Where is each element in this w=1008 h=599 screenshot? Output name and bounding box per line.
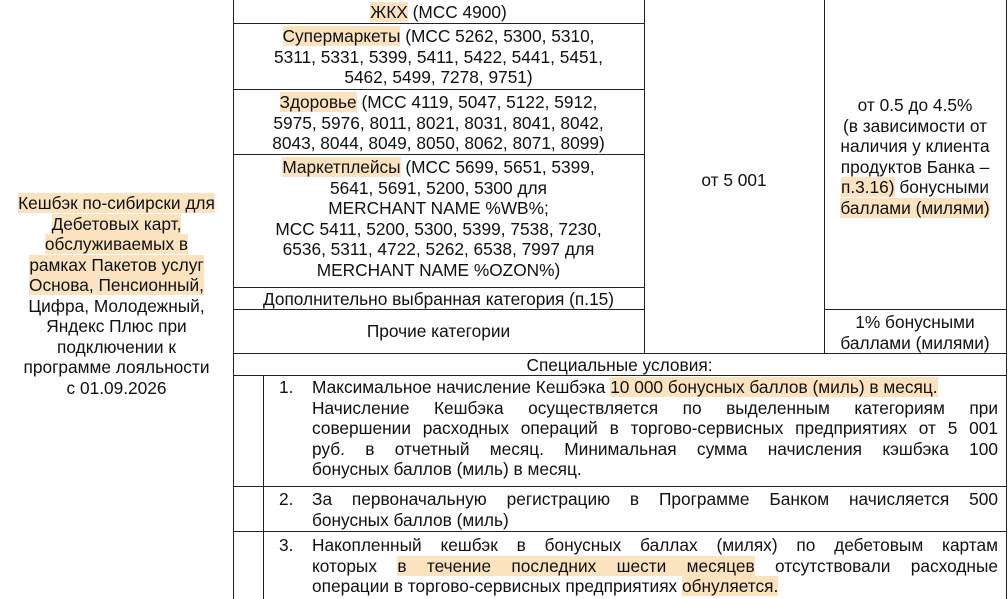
category-codes: (MCC 5699, 5651, 5399, bbox=[400, 157, 595, 177]
row-divider-marketplaces bbox=[233, 287, 644, 288]
condition-line: совершении расходных операций в торгово-сервисных предприятиях от 5 001 bbox=[312, 418, 998, 438]
rate-line: 1% бонусными bbox=[855, 312, 975, 332]
condition-number: 2. bbox=[279, 489, 294, 509]
category-name: ЖКХ bbox=[370, 2, 408, 22]
category-codes: 5641, 5691, 5200, 5300 для bbox=[330, 177, 547, 198]
table-border-num-col bbox=[263, 375, 264, 599]
special-conditions-title bbox=[233, 355, 1006, 376]
condition-line: За первоначальную регистрацию в Программе Банком начисляется 500 bbox=[312, 489, 998, 509]
row-divider-rate-other bbox=[824, 309, 1006, 310]
category-other-label: Прочие категории bbox=[366, 321, 511, 341]
category-supermarkets bbox=[233, 26, 644, 88]
amount-threshold-cell bbox=[644, 170, 824, 191]
program-name-line: с 01.09.2026 bbox=[66, 377, 167, 398]
row-divider-health bbox=[233, 154, 644, 155]
rate-line: (в зависимости от bbox=[842, 115, 988, 136]
condition-number: 3. bbox=[279, 535, 294, 555]
condition-line bbox=[312, 377, 998, 398]
category-name: Супермаркеты bbox=[282, 26, 401, 46]
program-name-line: рамках Пакетов услуг bbox=[29, 254, 204, 275]
row-divider-zhkh bbox=[233, 23, 644, 24]
amount-threshold: от 5 001 bbox=[701, 170, 767, 190]
condition-highlight: в течение последних шести месяцев bbox=[397, 555, 755, 576]
category-codes: 5975, 5976, 8011, 8021, 8031, 8041, 8042, bbox=[273, 112, 604, 133]
category-codes: (MCC 5262, 5300, 5310, bbox=[400, 26, 595, 46]
program-name-line: Яндекс Плюс при bbox=[46, 316, 187, 336]
condition-line: бонусных баллов (миль) в месяц. bbox=[312, 459, 582, 479]
condition-line bbox=[312, 556, 998, 577]
condition-line: бонусных баллов (миль) bbox=[312, 509, 509, 530]
condition-line-text: отсутствовали расходные bbox=[754, 555, 998, 576]
program-name-line: Дебетовых карт, bbox=[51, 213, 182, 234]
program-description-cell bbox=[0, 193, 233, 398]
category-codes: (MCC 4900) bbox=[407, 2, 507, 22]
category-marketplaces bbox=[233, 157, 644, 280]
category-name: Маркетплейсы bbox=[282, 157, 401, 177]
condition-line: Начисление Кешбэка осуществляется по выделенным категориям при bbox=[312, 397, 998, 418]
condition-line: Накопленный кешбэк в бонусных баллах (милях) по дебетовым картам bbox=[312, 535, 998, 555]
condition-text-3 bbox=[312, 535, 998, 597]
category-codes: 5462, 5499, 7278, 9751) bbox=[344, 67, 533, 87]
category-extra-label: Дополнительно выбранная категория (п.15) bbox=[262, 289, 615, 309]
category-other bbox=[233, 321, 644, 342]
category-codes: 5311, 5331, 5399, 5411, 5422, 5441, 5451, bbox=[274, 46, 603, 67]
condition-highlight: 10 000 бонусных баллов (миль) в месяц. bbox=[610, 377, 938, 397]
category-zhkh bbox=[233, 2, 644, 23]
condition-number: 1. bbox=[279, 377, 294, 397]
category-codes: MERCHANT NAME %WB%; bbox=[328, 198, 549, 218]
row-divider-supermarkets bbox=[233, 89, 644, 90]
category-codes: 8043, 8044, 8049, 8050, 8062, 8071, 8099) bbox=[272, 133, 605, 153]
program-name-line: подключении к bbox=[57, 336, 176, 357]
condition-line bbox=[312, 576, 998, 597]
rate-line: бонусными bbox=[894, 177, 989, 197]
program-name-line: программе лояльности bbox=[23, 357, 210, 377]
rate-line: продуктов Банка – bbox=[840, 156, 990, 177]
category-codes: MERCHANT NAME %OZON%) bbox=[316, 259, 561, 280]
condition-line-text: операции в торгово-сервисных предприятиях bbox=[312, 576, 682, 596]
special-conditions-heading: Специальные условия: bbox=[526, 355, 713, 375]
program-name-line: обслуживаемых в bbox=[44, 234, 189, 254]
rate-line: баллами (милями) bbox=[840, 197, 990, 218]
table-border-right bbox=[1006, 0, 1007, 599]
rate-line: от 0.5 до 4.5% bbox=[857, 95, 973, 115]
category-extra bbox=[233, 289, 644, 310]
category-name: Здоровье bbox=[279, 92, 357, 112]
program-name-line: Основа, Пенсионный, bbox=[29, 275, 204, 295]
row-divider-item1 bbox=[233, 486, 1006, 487]
row-divider-special-title bbox=[233, 353, 1006, 354]
rate-line: баллами (милями) bbox=[840, 332, 990, 353]
row-divider-item2 bbox=[233, 531, 1006, 532]
condition-highlight: обнуляется. bbox=[682, 576, 779, 596]
program-name-line: Кешбэк по-сибирски для bbox=[18, 193, 215, 213]
condition-line-text: которых bbox=[312, 555, 398, 576]
condition-text-2 bbox=[312, 489, 998, 530]
program-name-line: Цифра, Молодежный, bbox=[28, 295, 205, 316]
cashback-rate-cell bbox=[824, 95, 1006, 218]
category-codes: (MCC 4119, 5047, 5122, 5912, bbox=[356, 92, 598, 112]
cashback-rate-other-cell bbox=[824, 312, 1006, 353]
category-health bbox=[233, 92, 644, 154]
condition-text-1 bbox=[312, 377, 998, 480]
condition-line-text: Максимальное начисление Кешбэка bbox=[312, 377, 611, 397]
rate-line: наличия у клиента bbox=[840, 136, 990, 156]
condition-line: руб. в отчетный месяц. Минимальная сумма начисления кэшбэка 100 bbox=[312, 438, 998, 459]
rate-line: п.3.16) bbox=[840, 177, 895, 197]
category-codes: 6536, 5311, 4722, 5262, 6538, 7997 для bbox=[282, 239, 595, 259]
category-codes: MCC 5411, 5200, 5300, 5399, 7538, 7230, bbox=[275, 218, 602, 239]
